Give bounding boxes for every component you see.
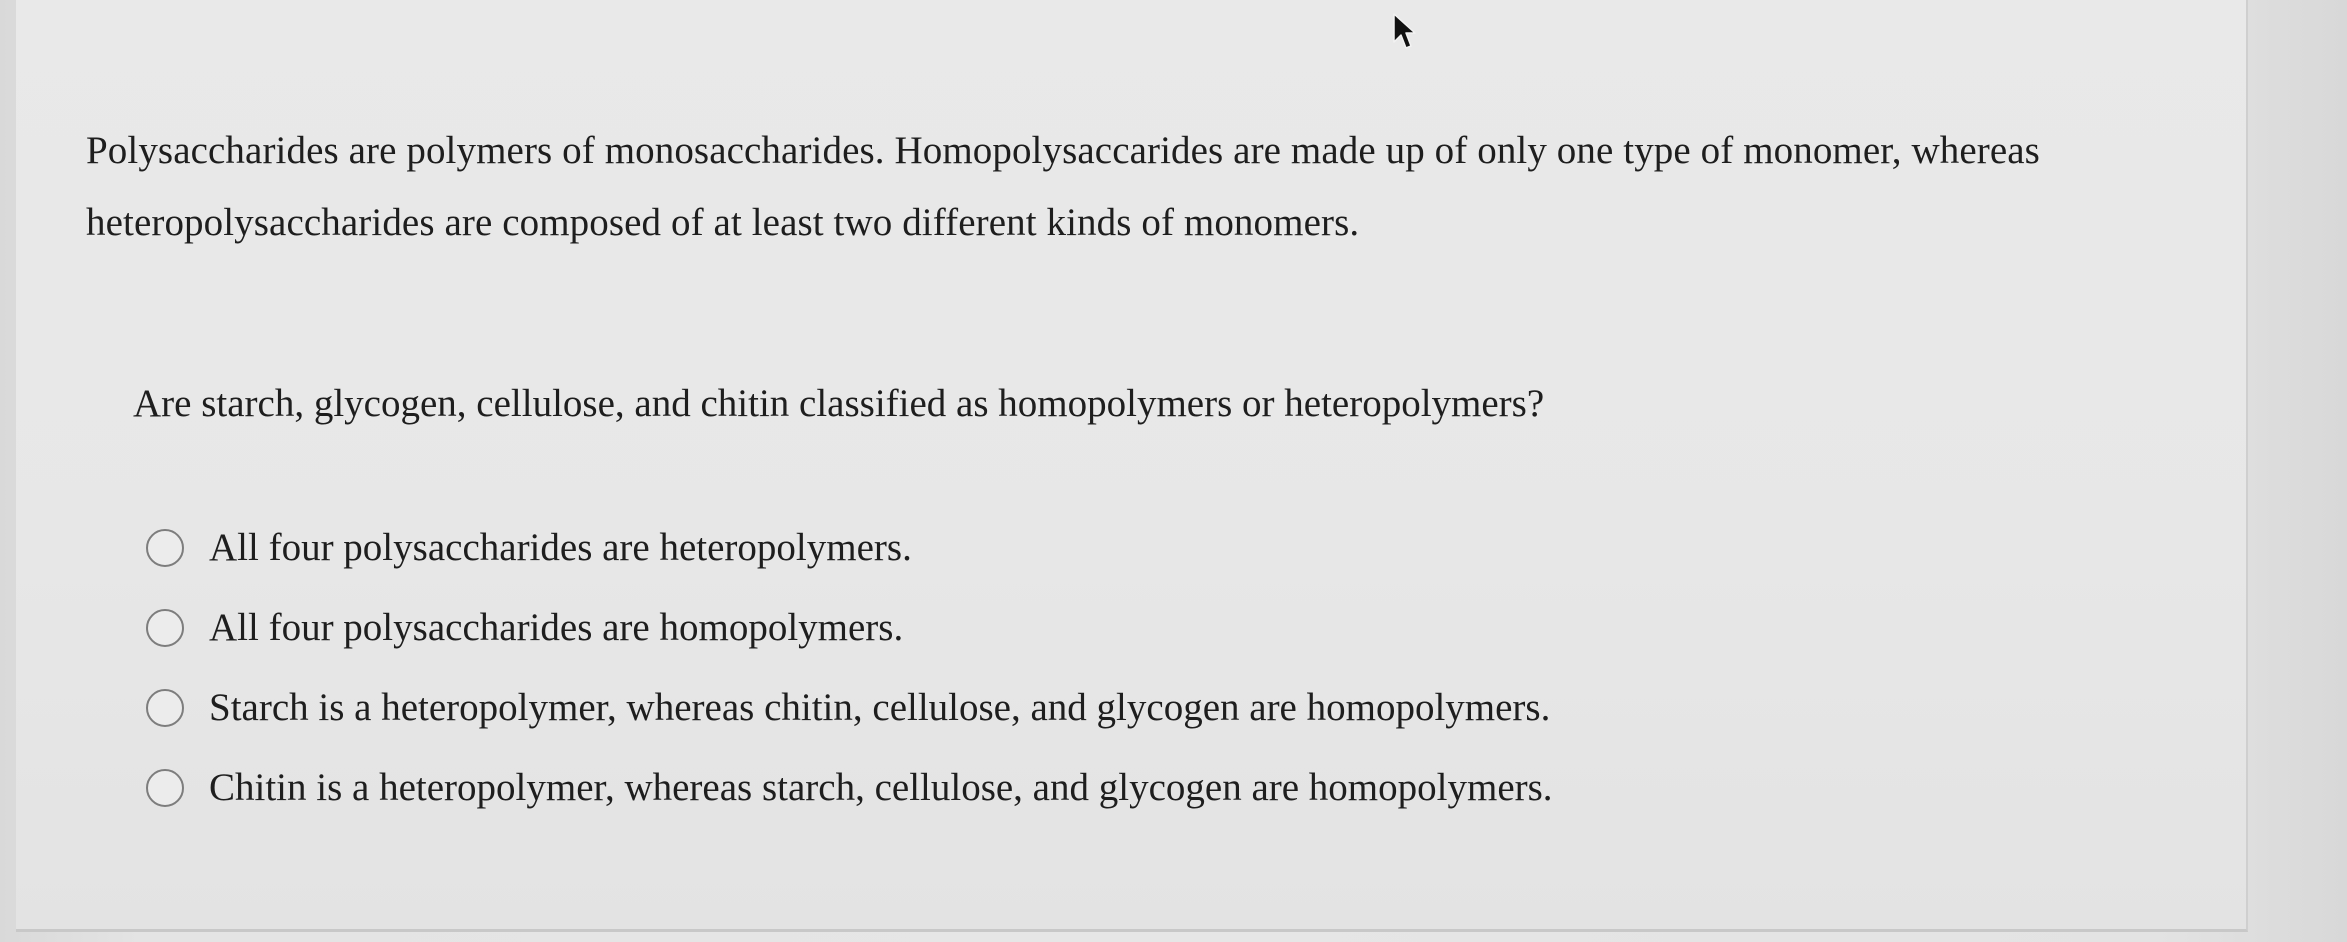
answer-option-2[interactable] (146, 588, 1553, 668)
option-label-3: Starch is a heteropolymer, whereas chitin, cellulose, and glycogen are homopolymers. (209, 686, 1551, 729)
radio-button-3[interactable] (146, 689, 184, 727)
intro-text: Polysaccharides are polymers of monosaccharides. Homopolysaccarides are made up of only one type of monomer, whereas heteropolysaccharides are composed of at least two different kinds of monomers. (86, 129, 2040, 244)
radio-button-2[interactable] (146, 609, 184, 647)
radio-button-1[interactable] (146, 529, 184, 567)
question-panel (16, 0, 2248, 932)
option-label-1: All four polysaccharides are heteropolymers. (209, 526, 912, 569)
answer-option-4[interactable] (146, 748, 1553, 828)
question-text: Are starch, glycogen, cellulose, and chitin classified as homopolymers or heteropolymers? (133, 382, 1545, 425)
radio-button-4[interactable] (146, 769, 184, 807)
answer-options (146, 508, 1553, 828)
option-label-2: All four polysaccharides are homopolymers. (209, 606, 904, 649)
option-label-4: Chitin is a heteropolymer, whereas starch, cellulose, and glycogen are homopolymers. (209, 766, 1553, 809)
answer-option-3[interactable] (146, 668, 1553, 748)
mouse-pointer-icon (1392, 12, 1418, 54)
answer-option-1[interactable] (146, 508, 1553, 588)
